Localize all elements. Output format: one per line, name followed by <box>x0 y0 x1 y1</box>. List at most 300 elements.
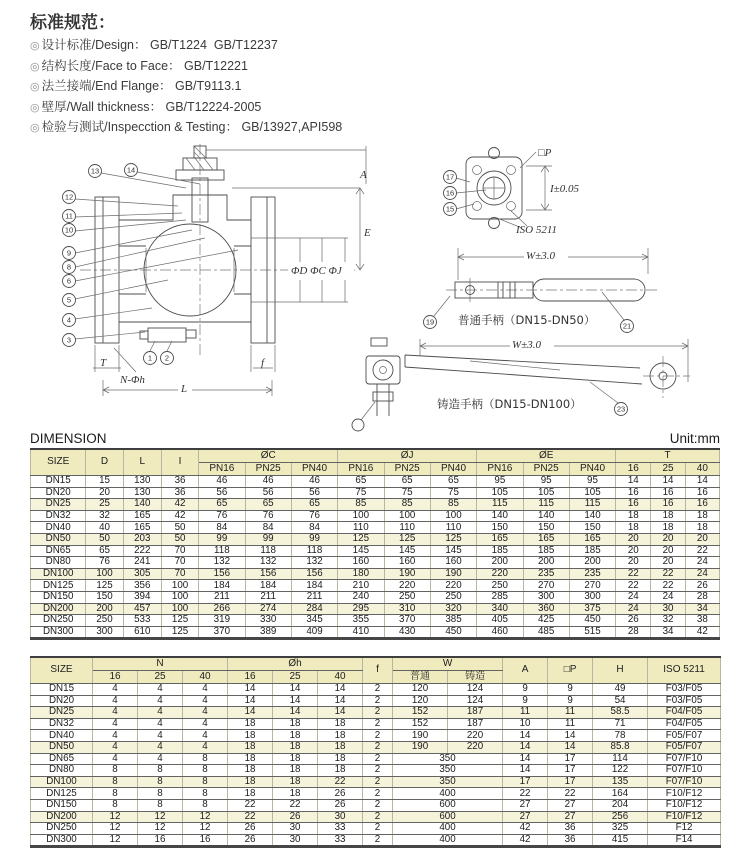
table-cell: 200 <box>569 557 615 569</box>
table-cell: 187 <box>448 718 503 730</box>
table-cell: 95 <box>523 476 569 488</box>
table-cell: 118 <box>245 545 291 557</box>
table-cell: 65 <box>245 499 291 511</box>
table-cell: 165 <box>523 533 569 545</box>
table-cell: 118 <box>291 545 337 557</box>
callout-23 <box>615 403 628 416</box>
table-cell: 160 <box>338 557 384 569</box>
table-cell: 2 <box>363 765 393 777</box>
table-cell: 12 <box>138 811 183 823</box>
table-cell: 450 <box>430 626 476 639</box>
table-cell: 211 <box>291 591 337 603</box>
table-cell: 2 <box>363 834 393 847</box>
table-cell: 18 <box>651 510 685 522</box>
table-cell: 9 <box>503 695 548 707</box>
table-row <box>31 487 720 499</box>
svg-text:13: 13 <box>90 166 100 176</box>
table-cell: 105 <box>569 487 615 499</box>
table-cell: 50 <box>161 533 198 545</box>
table-cell: 140 <box>569 510 615 522</box>
table-cell: 184 <box>245 580 291 592</box>
table-cell: 12 <box>93 823 138 835</box>
table-cell: 42 <box>685 626 719 639</box>
table-row <box>31 510 720 522</box>
svg-text:11: 11 <box>65 211 73 221</box>
table-cell: 222 <box>123 545 161 557</box>
table-cell: 18 <box>318 718 363 730</box>
table-cell: 187 <box>448 707 503 719</box>
table-cell: 430 <box>384 626 430 639</box>
table-cell: 85 <box>430 499 476 511</box>
table-cell: 33 <box>318 834 363 847</box>
table-cell: 325 <box>593 823 648 835</box>
table-cell: 30 <box>273 823 318 835</box>
table-cell: 18 <box>273 753 318 765</box>
table-cell: 14 <box>503 753 548 765</box>
table-cell: 100 <box>338 510 384 522</box>
table-cell: 2 <box>363 753 393 765</box>
table-cell: 4 <box>138 684 183 696</box>
svg-text:10: 10 <box>64 225 74 235</box>
table-cell: 285 <box>477 591 523 603</box>
table-cell: 370 <box>199 626 245 639</box>
table-cell: 71 <box>593 718 648 730</box>
table-row <box>31 591 720 603</box>
table-cell: 16 <box>651 499 685 511</box>
table-cell: 12 <box>93 811 138 823</box>
callout-1 <box>144 352 157 365</box>
sub-col: 25 <box>273 671 318 684</box>
table-cell: 99 <box>199 533 245 545</box>
table-cell: 65 <box>338 476 384 488</box>
plain-handle-view <box>424 248 661 333</box>
table-cell: 26 <box>273 811 318 823</box>
table-cell: 100 <box>430 510 476 522</box>
table-cell: 20 <box>86 487 123 499</box>
table-cell: 56 <box>291 487 337 499</box>
svg-text:6: 6 <box>66 276 72 286</box>
table-cell: 118 <box>199 545 245 557</box>
table-cell: 85 <box>338 499 384 511</box>
table-cell: 56 <box>199 487 245 499</box>
table-cell: 300 <box>569 591 615 603</box>
table-cell: 4 <box>138 753 183 765</box>
table-cell: 16 <box>685 487 719 499</box>
table-cell: 115 <box>477 499 523 511</box>
svg-text:4: 4 <box>66 315 72 325</box>
table-cell: 150 <box>569 522 615 534</box>
table-row <box>31 603 720 615</box>
table-cell: 319 <box>199 615 245 627</box>
sub-col: PN40 <box>291 463 337 476</box>
table-cell: DN40 <box>31 730 93 742</box>
table-cell: 190 <box>430 568 476 580</box>
table-cell: 22 <box>685 545 719 557</box>
svg-text:16: 16 <box>445 188 455 198</box>
table-cell: 36 <box>548 834 593 847</box>
table-cell: 26 <box>616 615 651 627</box>
table-cell: 270 <box>569 580 615 592</box>
sub-col: PN25 <box>384 463 430 476</box>
table-cell: DN25 <box>31 707 93 719</box>
table-cell: 184 <box>291 580 337 592</box>
table-cell: 20 <box>685 533 719 545</box>
table-cell: 22 <box>228 799 273 811</box>
table-cell: 211 <box>245 591 291 603</box>
table-cell: 17 <box>548 765 593 777</box>
table-cell: 24 <box>616 603 651 615</box>
table-cell: 49 <box>593 684 648 696</box>
table-cell: 460 <box>477 626 523 639</box>
table-cell: 11 <box>503 707 548 719</box>
table-cell: 220 <box>477 568 523 580</box>
col-iso: ISO 5211 <box>648 657 721 684</box>
table-cell: 18 <box>228 765 273 777</box>
table-cell: 14 <box>651 476 685 488</box>
table-cell: 220 <box>430 580 476 592</box>
table-cell: 241 <box>123 557 161 569</box>
sub-col: 普通 <box>393 671 448 684</box>
table-cell: 14 <box>503 741 548 753</box>
sub-col: PN40 <box>430 463 476 476</box>
table-cell: 18 <box>318 741 363 753</box>
table-row <box>31 823 721 835</box>
table-cell: DN100 <box>31 776 93 788</box>
ring-bullet-icon: ◎ <box>30 60 40 73</box>
table-cell: 26 <box>228 834 273 847</box>
callout-13 <box>89 165 102 178</box>
table-cell: 20 <box>616 533 651 545</box>
svg-text:12: 12 <box>64 192 74 202</box>
col-group-n: N <box>93 657 228 671</box>
table-cell: 27 <box>548 811 593 823</box>
table-row <box>31 533 720 545</box>
table-cell: 8 <box>138 788 183 800</box>
table-cell: 70 <box>161 545 198 557</box>
col-d: D <box>86 449 123 476</box>
table-cell: 18 <box>273 776 318 788</box>
table-cell: 20 <box>616 545 651 557</box>
table-row <box>31 834 721 847</box>
table-row <box>31 776 721 788</box>
table-cell: 2 <box>363 823 393 835</box>
table-cell: 8 <box>138 776 183 788</box>
col-i: I <box>161 449 198 476</box>
table-cell: 46 <box>245 476 291 488</box>
table-cell: 76 <box>86 557 123 569</box>
table-cell: 14 <box>318 695 363 707</box>
table-cell: 76 <box>245 510 291 522</box>
table-cell: 17 <box>548 776 593 788</box>
table-cell: 4 <box>183 718 228 730</box>
table-cell: 14 <box>228 707 273 719</box>
table-cell: 18 <box>273 788 318 800</box>
table-row <box>31 718 721 730</box>
table-cell: 2 <box>363 684 393 696</box>
sub-col: 16 <box>616 463 651 476</box>
table-cell: 14 <box>503 765 548 777</box>
table-row <box>31 499 720 511</box>
table-cell: 345 <box>291 615 337 627</box>
table-cell: 350 <box>393 765 503 777</box>
plain-handle-w-label: W±3.0 <box>526 250 555 262</box>
table-cell: 185 <box>569 545 615 557</box>
table-cell: 65 <box>291 499 337 511</box>
table-cell: 150 <box>477 522 523 534</box>
table-cell: 50 <box>161 522 198 534</box>
table-cell: F07/F10 <box>648 765 721 777</box>
table-cell: 8 <box>138 765 183 777</box>
dim-a-label: A <box>360 169 367 181</box>
table-cell: 389 <box>245 626 291 639</box>
table-cell: 4 <box>138 718 183 730</box>
ring-bullet-icon: ◎ <box>30 122 40 134</box>
table-cell: 256 <box>593 811 648 823</box>
spec-text: 壁厚/Wall thickness： GB/T12224-2005 <box>41 99 262 114</box>
table-cell: 152 <box>393 707 448 719</box>
table-cell: 8 <box>183 765 228 777</box>
table-row <box>31 580 720 592</box>
table-cell: DN25 <box>31 499 86 511</box>
table-cell: 122 <box>593 765 648 777</box>
table-cell: 400 <box>393 788 503 800</box>
callout-15 <box>444 203 457 216</box>
callout-19 <box>424 316 437 329</box>
table-cell: 14 <box>273 707 318 719</box>
table-cell: 330 <box>245 615 291 627</box>
table-cell: 42 <box>503 823 548 835</box>
table-cell: 140 <box>123 499 161 511</box>
table-cell: 211 <box>199 591 245 603</box>
table-cell: F10/F12 <box>648 788 721 800</box>
dim-l-label: L <box>181 383 188 395</box>
table-row <box>31 765 721 777</box>
table-cell: 26 <box>228 823 273 835</box>
table-cell: 17 <box>503 776 548 788</box>
table-cell: 75 <box>430 487 476 499</box>
table-cell: DN300 <box>31 626 86 639</box>
table-cell: 28 <box>685 591 719 603</box>
table-cell: 4 <box>138 695 183 707</box>
table-cell: 220 <box>448 730 503 742</box>
table-cell: 18 <box>228 718 273 730</box>
table-cell: 340 <box>477 603 523 615</box>
col-group-t: T <box>616 449 720 463</box>
table-cell: 4 <box>138 730 183 742</box>
table-cell: 24 <box>685 557 719 569</box>
sub-col: 40 <box>318 671 363 684</box>
table-cell: 164 <box>593 788 648 800</box>
table-cell: 14 <box>548 741 593 753</box>
sub-col: PN16 <box>199 463 245 476</box>
table-cell: 46 <box>291 476 337 488</box>
table-cell: 95 <box>569 476 615 488</box>
table-cell: 8 <box>138 799 183 811</box>
table-cell: DN125 <box>31 580 86 592</box>
col-l: L <box>123 449 161 476</box>
table-cell: 14 <box>318 707 363 719</box>
table-cell: 203 <box>123 533 161 545</box>
table-cell: 105 <box>523 487 569 499</box>
table-cell: 4 <box>138 707 183 719</box>
table-cell: 200 <box>86 603 123 615</box>
table-cell: DN150 <box>31 591 86 603</box>
spec-item <box>30 36 342 57</box>
table-cell: 115 <box>569 499 615 511</box>
callout-11 <box>63 210 76 223</box>
table-cell: 14 <box>228 684 273 696</box>
table-cell: 145 <box>430 545 476 557</box>
table-cell: 145 <box>338 545 384 557</box>
table-cell: 22 <box>318 776 363 788</box>
table-cell: 4 <box>183 695 228 707</box>
iso-i-label: I±0.05 <box>550 183 579 195</box>
table-cell: DN65 <box>31 545 86 557</box>
svg-text:23: 23 <box>616 404 626 414</box>
table-cell: 27 <box>548 799 593 811</box>
sub-col: PN16 <box>477 463 523 476</box>
table-cell: 425 <box>523 615 569 627</box>
table-cell: F05/F07 <box>648 741 721 753</box>
table-cell: 16 <box>685 499 719 511</box>
table-cell: 100 <box>161 603 198 615</box>
table-cell: F12 <box>648 823 721 835</box>
table-cell: 140 <box>523 510 569 522</box>
table-cell: F04/F05 <box>648 718 721 730</box>
table-cell: 600 <box>393 799 503 811</box>
table-cell: DN40 <box>31 522 86 534</box>
table-cell: 305 <box>123 568 161 580</box>
table-cell: F05/F07 <box>648 730 721 742</box>
table-cell: 4 <box>93 707 138 719</box>
table-cell: 22 <box>273 799 318 811</box>
table-cell: DN200 <box>31 811 93 823</box>
sub-col: PN16 <box>338 463 384 476</box>
iso-p-label: □P <box>538 147 552 159</box>
dimension-table-2 <box>30 656 721 848</box>
table-row <box>31 707 721 719</box>
table-cell: 20 <box>651 557 685 569</box>
table-cell: 125 <box>430 533 476 545</box>
spec-item <box>30 57 342 78</box>
table-cell: 165 <box>477 533 523 545</box>
plain-handle-caption: 普通手柄（DN15-DN50） <box>458 313 596 327</box>
table-cell: 75 <box>384 487 430 499</box>
table-cell: 16 <box>651 487 685 499</box>
table-cell: 355 <box>338 615 384 627</box>
table-cell: DN80 <box>31 765 93 777</box>
table-cell: 266 <box>199 603 245 615</box>
svg-text:3: 3 <box>66 335 72 345</box>
table-cell: 18 <box>685 522 719 534</box>
cast-handle-w-label: W±3.0 <box>512 339 541 351</box>
table-cell: 310 <box>384 603 430 615</box>
table-cell: 165 <box>123 510 161 522</box>
table-cell: 160 <box>430 557 476 569</box>
svg-text:9: 9 <box>66 248 72 258</box>
svg-text:21: 21 <box>622 321 632 331</box>
table-cell: DN125 <box>31 788 93 800</box>
page-title: 标准规范： <box>30 13 115 32</box>
spec-item <box>30 98 342 119</box>
col-p: □P <box>548 657 593 684</box>
table-cell: 125 <box>384 533 430 545</box>
table-cell: 50 <box>86 533 123 545</box>
col-group-c: ØC <box>199 449 338 463</box>
table-cell: 250 <box>477 580 523 592</box>
dim-phi-label: ΦD ΦC ΦJ <box>291 265 342 277</box>
table-cell: 4 <box>183 730 228 742</box>
table-cell: 22 <box>651 568 685 580</box>
table-cell: 30 <box>273 834 318 847</box>
table-cell: 16 <box>138 834 183 847</box>
sub-col: 25 <box>651 463 685 476</box>
table-cell: 18 <box>273 730 318 742</box>
table-row <box>31 615 720 627</box>
table-cell: 210 <box>338 580 384 592</box>
sub-col: PN25 <box>245 463 291 476</box>
table-1-header <box>31 449 720 476</box>
table-cell: 124 <box>448 695 503 707</box>
table-cell: 14 <box>548 730 593 742</box>
table-cell: 350 <box>393 753 503 765</box>
table-row <box>31 557 720 569</box>
table-1-body <box>31 476 720 639</box>
table-cell: 70 <box>161 557 198 569</box>
table-cell: F03/F05 <box>648 684 721 696</box>
table-cell: DN20 <box>31 695 93 707</box>
table-cell: 2 <box>363 741 393 753</box>
table-cell: 14 <box>616 476 651 488</box>
table-cell: 132 <box>199 557 245 569</box>
table-cell: 75 <box>338 487 384 499</box>
table-cell: 360 <box>523 603 569 615</box>
table-cell: 600 <box>393 811 503 823</box>
table-cell: 24 <box>651 591 685 603</box>
dim-nh-label: N-Φh <box>120 374 145 386</box>
table-cell: 17 <box>548 753 593 765</box>
table-row <box>31 626 720 639</box>
table-cell: 125 <box>161 615 198 627</box>
table-cell: 18 <box>685 510 719 522</box>
callout-unlabeled <box>352 419 364 431</box>
table-cell: 4 <box>183 707 228 719</box>
table-cell: 4 <box>183 684 228 696</box>
table-cell: 400 <box>393 834 503 847</box>
table-cell: 11 <box>548 718 593 730</box>
sub-col: 40 <box>685 463 719 476</box>
table-cell: 85 <box>384 499 430 511</box>
table-cell: 185 <box>523 545 569 557</box>
table-row <box>31 811 721 823</box>
table-cell: 300 <box>523 591 569 603</box>
table-cell: 2 <box>363 788 393 800</box>
table-cell: 375 <box>569 603 615 615</box>
svg-text:8: 8 <box>66 262 72 272</box>
sub-col: 16 <box>228 671 273 684</box>
table-cell: 18 <box>273 741 318 753</box>
iso-table-section <box>30 656 720 848</box>
table-cell: 22 <box>228 811 273 823</box>
table-cell: 235 <box>523 568 569 580</box>
table-cell: 99 <box>291 533 337 545</box>
table-cell: 120 <box>393 684 448 696</box>
table-cell: F10/F12 <box>648 811 721 823</box>
table-cell: 250 <box>86 615 123 627</box>
table-cell: 34 <box>651 626 685 639</box>
table-cell: 165 <box>123 522 161 534</box>
table-row <box>31 741 721 753</box>
